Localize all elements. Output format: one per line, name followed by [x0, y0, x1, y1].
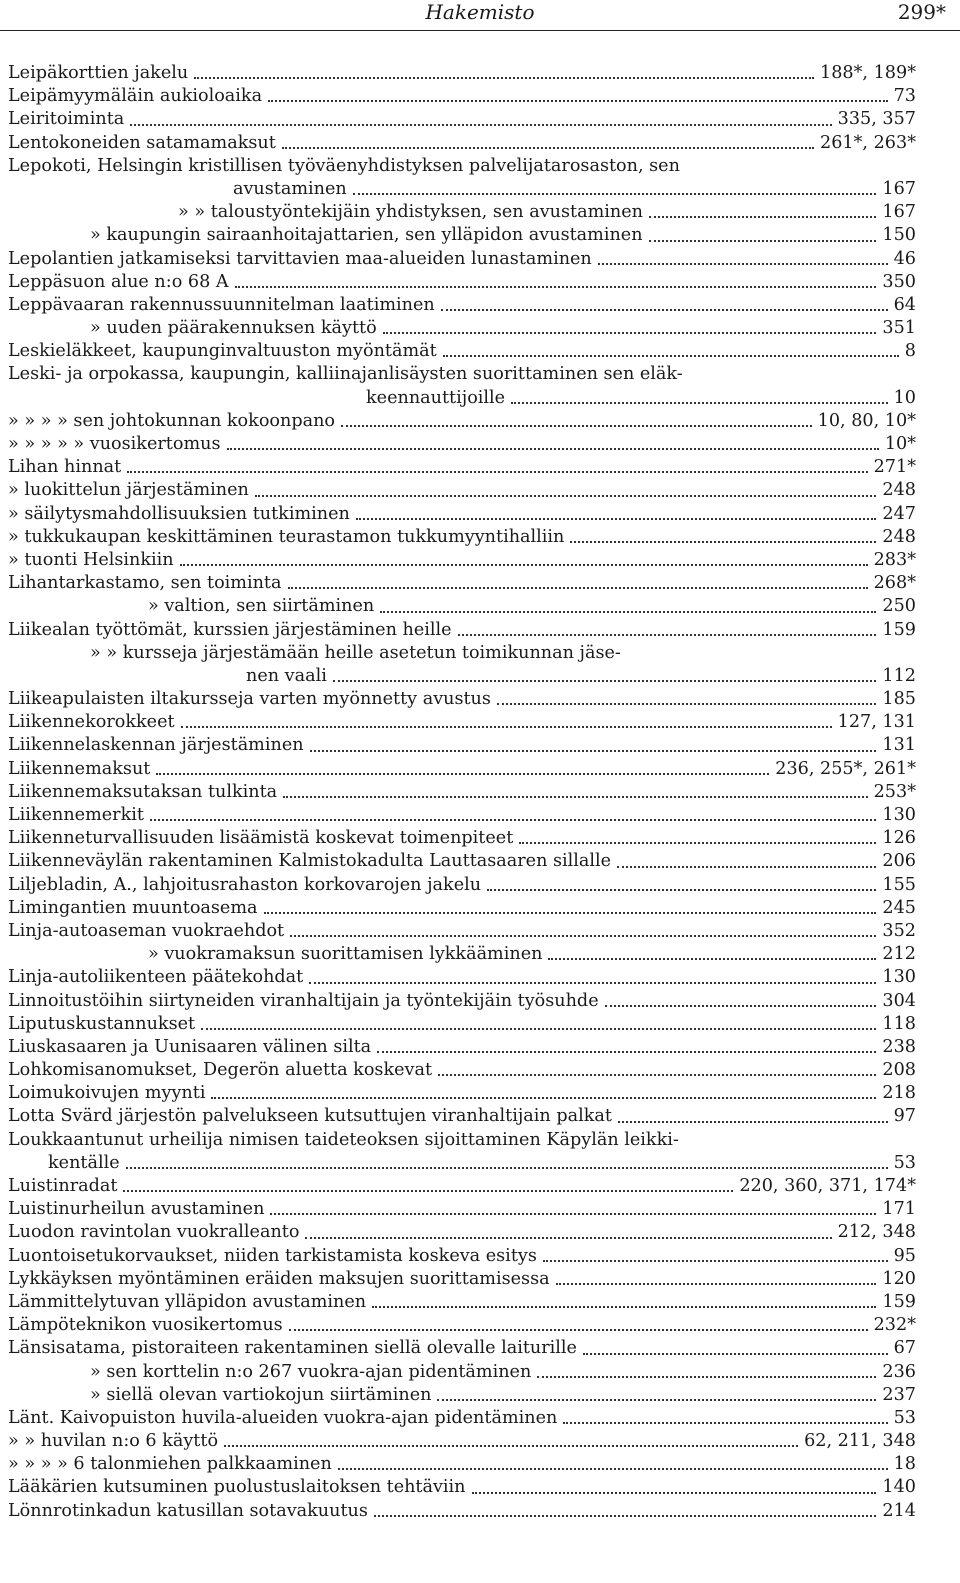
entry-pages: 167: [878, 178, 916, 201]
index-entry: [8, 1384, 916, 1407]
index-entry: [8, 363, 916, 386]
entry-text: nen vaali: [246, 665, 331, 688]
dot-leader: [283, 796, 868, 798]
entry-pages: 10: [890, 387, 916, 410]
dot-leader: [537, 1376, 876, 1378]
entry-text: Leipämyymäläin aukioloaika: [8, 85, 266, 108]
index-entry: [8, 990, 916, 1013]
entry-text: Liikenneväylän rakentaminen Kalmistokadulta Lauttasaaren sillalle: [8, 850, 615, 873]
index-entry: [8, 1105, 916, 1128]
dot-leader: [618, 1121, 888, 1123]
entry-pages: 130: [878, 966, 916, 989]
index-entry: [8, 433, 916, 456]
dot-leader: [290, 935, 876, 937]
entry-pages: 236, 255*, 261*: [771, 758, 916, 781]
entry-pages: 8: [901, 340, 916, 363]
entry-pages: 62, 211, 348: [800, 1430, 916, 1453]
index-entry: [8, 271, 916, 294]
entry-pages: 261*, 263*: [816, 132, 916, 155]
entry-text: Lohkomisanomukset, Degerön aluetta koskevat: [8, 1059, 436, 1082]
index-entry: [8, 1245, 916, 1268]
index-entry: [8, 1082, 916, 1105]
entry-text: Linja-autoaseman vuokraehdot: [8, 920, 288, 943]
index-list: [8, 62, 916, 1523]
dot-leader: [487, 889, 876, 891]
entry-pages: 120: [878, 1268, 916, 1291]
entry-text: Liikennelaskennan järjestäminen: [8, 734, 308, 757]
entry-pages: 10*: [881, 433, 916, 456]
entry-pages: 238: [878, 1036, 916, 1059]
index-entry: [8, 1152, 916, 1175]
entry-text: Leskieläkkeet, kaupunginvaltuuston myöntämät: [8, 340, 441, 363]
entry-pages: 46: [890, 248, 916, 271]
index-entry: [8, 781, 916, 804]
entry-pages: 250: [878, 595, 916, 618]
entry-text: Liputuskustannukset: [8, 1013, 199, 1036]
entry-pages: 268*: [870, 572, 916, 595]
index-entry: [8, 804, 916, 827]
dot-leader: [443, 355, 899, 357]
dot-leader: [224, 1445, 798, 1447]
dot-leader: [511, 402, 888, 404]
dot-leader: [180, 564, 868, 566]
dot-leader: [235, 286, 876, 288]
entry-text: Länt. Kaivopuiston huvila-alueiden vuokra-ajan pidentäminen: [8, 1407, 561, 1430]
page-number: 299*: [897, 0, 946, 24]
index-entry: [8, 711, 916, 734]
dot-leader: [289, 1329, 868, 1331]
entry-text: Lotta Svärd järjestön palvelukseen kutsuttujen viranhaltijain palkat: [8, 1105, 616, 1128]
index-entry: [8, 665, 916, 688]
entry-text: Luistinurheilun avustaminen: [8, 1198, 268, 1221]
entry-text: Lihantarkastamo, sen toiminta: [8, 572, 286, 595]
index-entry: [8, 734, 916, 757]
entry-pages: 248: [878, 479, 916, 502]
entry-text: » kaupungin sairaanhoitajattarien, sen ylläpidon avustaminen: [90, 224, 647, 247]
entry-pages: 304: [878, 990, 916, 1013]
index-entry: [8, 456, 916, 479]
index-entry: [8, 387, 916, 410]
index-entry: [8, 966, 916, 989]
entry-text: Lykkäyksen myöntäminen eräiden maksujen suorittamisessa: [8, 1268, 554, 1291]
entry-text: Luistinradat: [8, 1175, 121, 1198]
dot-leader: [255, 495, 876, 497]
entry-text: Liljebladin, A., lahjoitusrahaston korkovarojen jakelu: [8, 874, 485, 897]
entry-text: Linnoitustöihin siirtyneiden viranhaltijain ja työntekijäin työsuhde: [8, 990, 603, 1013]
index-entry: [8, 1337, 916, 1360]
dot-leader: [605, 1005, 876, 1007]
entry-text: » » kursseja järjestämään heille asetetun toimikunnan jäse-: [90, 642, 625, 665]
entry-pages: 208: [878, 1059, 916, 1082]
index-entry: [8, 201, 916, 224]
dot-leader: [458, 634, 876, 636]
entry-text: » sen korttelin n:o 267 vuokra-ajan pidentäminen: [90, 1361, 535, 1384]
entry-pages: 95: [890, 1245, 916, 1268]
entry-pages: 236: [878, 1361, 916, 1384]
entry-pages: 73: [890, 85, 916, 108]
index-entry: [8, 595, 916, 618]
dot-leader: [649, 216, 876, 218]
entry-text: Loukkaantunut urheilija nimisen taideteoksen sijoittaminen Käpylän leikki-: [8, 1129, 683, 1152]
index-entry: [8, 619, 916, 642]
dot-leader: [309, 982, 876, 984]
entry-pages: 171: [878, 1198, 916, 1221]
entry-pages: 220, 360, 371, 174*: [735, 1175, 916, 1198]
dot-leader: [472, 1492, 876, 1494]
entry-text: Liikennemerkit: [8, 804, 148, 827]
index-entry: [8, 874, 916, 897]
entry-text: » tuonti Helsinkiin: [8, 549, 178, 572]
index-entry: [8, 1361, 916, 1384]
entry-text: » » huvilan n:o 6 käyttö: [8, 1430, 222, 1453]
entry-text: Loimukoivujen myynti: [8, 1082, 209, 1105]
index-entry: [8, 132, 916, 155]
entry-pages: 10, 80, 10*: [814, 410, 916, 433]
entry-text: Lepokoti, Helsingin kristillisen työväenyhdistyksen palvelijatarosaston, sen: [8, 155, 684, 178]
entry-text: Lämmittelytuvan ylläpidon avustaminen: [8, 1291, 370, 1314]
index-entry: [8, 1500, 916, 1523]
index-entry: [8, 897, 916, 920]
entry-text: Luodon ravintolan vuokralleanto: [8, 1221, 303, 1244]
dot-leader: [211, 1097, 876, 1099]
entry-text: Lepolantien jatkamiseksi tarvittavien maa-alueiden lunastaminen: [8, 248, 596, 271]
dot-leader: [543, 1260, 888, 1262]
entry-pages: 350: [878, 271, 916, 294]
dot-leader: [437, 1399, 876, 1401]
index-entry: [8, 1453, 916, 1476]
dot-leader: [288, 587, 868, 589]
dot-leader: [374, 1515, 876, 1517]
dot-leader: [598, 263, 888, 265]
entry-pages: 237: [878, 1384, 916, 1407]
dot-leader: [156, 773, 769, 775]
entry-text: » uuden päärakennuksen käyttö: [90, 317, 381, 340]
dot-leader: [282, 147, 814, 149]
entry-text: keennauttijoille: [366, 387, 509, 410]
entry-text: Liikealan työttömät, kurssien järjestäminen heille: [8, 619, 456, 642]
dot-leader: [126, 1167, 888, 1169]
entry-text: Leppävaaran rakennussuunnitelman laatiminen: [8, 294, 439, 317]
index-entry: [8, 1036, 916, 1059]
entry-text: Lentokoneiden satamamaksut: [8, 132, 280, 155]
dot-leader: [438, 1074, 876, 1076]
entry-text: Limingantien muuntoasema: [8, 897, 262, 920]
index-entry: [8, 224, 916, 247]
index-entry: [8, 62, 916, 85]
entry-pages: 126: [878, 827, 916, 850]
dot-leader: [270, 1213, 876, 1215]
index-entry: [8, 503, 916, 526]
entry-text: » valtion, sen siirtäminen: [148, 595, 378, 618]
index-entry: [8, 1476, 916, 1499]
index-entry: [8, 688, 916, 711]
index-entry: [8, 1198, 916, 1221]
dot-leader: [310, 750, 876, 752]
dot-leader: [519, 842, 876, 844]
dot-leader: [383, 332, 876, 334]
dot-leader: [563, 1422, 888, 1424]
entry-text: Liikeapulaisten iltakursseja varten myönnetty avustus: [8, 688, 495, 711]
entry-text: Leppäsuon alue n:o 68 A: [8, 271, 233, 294]
entry-pages: 218: [878, 1082, 916, 1105]
index-entry: [8, 155, 916, 178]
dot-leader: [264, 912, 876, 914]
index-entry: [8, 1407, 916, 1430]
dot-leader: [341, 425, 812, 427]
index-entry: [8, 294, 916, 317]
entry-text: avustaminen: [233, 178, 351, 201]
index-entry: [8, 178, 916, 201]
index-entry: [8, 549, 916, 572]
entry-pages: 18: [890, 1453, 916, 1476]
entry-pages: 97: [890, 1105, 916, 1128]
index-entry: [8, 1129, 916, 1152]
entry-pages: 167: [878, 201, 916, 224]
index-entry: [8, 943, 916, 966]
dot-leader: [583, 1353, 888, 1355]
entry-text: » luokittelun järjestäminen: [8, 479, 253, 502]
dot-leader: [268, 100, 888, 102]
index-entry: [8, 920, 916, 943]
entry-pages: 159: [878, 619, 916, 642]
index-entry: [8, 1291, 916, 1314]
entry-pages: 140: [878, 1476, 916, 1499]
entry-text: Leiritoiminta: [8, 108, 128, 131]
entry-text: Linja-autoliikenteen päätekohdat: [8, 966, 307, 989]
entry-text: » » taloustyöntekijäin yhdistyksen, sen avustaminen: [178, 201, 647, 224]
dot-leader: [356, 518, 876, 520]
index-entry: [8, 572, 916, 595]
dot-leader: [227, 448, 879, 450]
entry-pages: 155: [878, 874, 916, 897]
index-entry: [8, 85, 916, 108]
entry-pages: 245: [878, 897, 916, 920]
dot-leader: [123, 1190, 733, 1192]
index-entry: [8, 642, 916, 665]
entry-pages: 247: [878, 503, 916, 526]
index-entry: [8, 340, 916, 363]
entry-pages: 118: [878, 1013, 916, 1036]
entry-pages: 112: [878, 665, 916, 688]
entry-pages: 206: [878, 850, 916, 873]
entry-text: Lihan hinnat: [8, 456, 125, 479]
dot-leader: [377, 1051, 876, 1053]
entry-pages: 352: [878, 920, 916, 943]
entry-text: Liikenneturvallisuuden lisäämistä koskevat toimenpiteet: [8, 827, 517, 850]
entry-pages: 127, 131: [834, 711, 916, 734]
index-entry: [8, 1268, 916, 1291]
dot-leader: [556, 1283, 876, 1285]
entry-pages: 159: [878, 1291, 916, 1314]
entry-text: Lönnrotinkadun katusillan sotavakuutus: [8, 1500, 372, 1523]
entry-text: Leipäkorttien jakelu: [8, 62, 192, 85]
entry-pages: 185: [878, 688, 916, 711]
entry-text: Lääkärien kutsuminen puolustuslaitoksen tehtäviin: [8, 1476, 470, 1499]
entry-pages: 335, 357: [834, 108, 916, 131]
index-entry: [8, 526, 916, 549]
dot-leader: [127, 471, 868, 473]
index-entry: [8, 1221, 916, 1244]
entry-text: » » » » sen johtokunnan kokoonpano: [8, 410, 339, 433]
dot-leader: [617, 866, 876, 868]
index-entry: [8, 108, 916, 131]
dot-leader: [305, 1237, 832, 1239]
entry-text: kentälle: [48, 1152, 124, 1175]
dot-leader: [130, 124, 832, 126]
entry-pages: 67: [890, 1337, 916, 1360]
dot-leader: [201, 1028, 876, 1030]
entry-text: » vuokramaksun suorittamisen lykkääminen: [148, 943, 546, 966]
entry-pages: 53: [890, 1152, 916, 1175]
entry-text: Länsisatama, pistoraiteen rakentaminen siellä olevalle laiturille: [8, 1337, 581, 1360]
page-header: [0, 0, 960, 31]
index-entry: [8, 850, 916, 873]
entry-pages: 212: [878, 943, 916, 966]
running-title: Hakemisto: [425, 0, 535, 24]
entry-text: Lämpöteknikon vuosikertomus: [8, 1314, 287, 1337]
entry-text: Leski- ja orpokassa, kaupungin, kalliinajanlisäysten suorittaminen sen eläk-: [8, 363, 687, 386]
index-entry: [8, 248, 916, 271]
index-entry: [8, 1430, 916, 1453]
dot-leader: [181, 726, 832, 728]
entry-text: » » » » 6 talonmiehen palkkaaminen: [8, 1453, 336, 1476]
index-entry: [8, 479, 916, 502]
entry-pages: 150: [878, 224, 916, 247]
entry-text: Liikennekorokkeet: [8, 711, 179, 734]
entry-pages: 283*: [870, 549, 916, 572]
entry-pages: 212, 348: [834, 1221, 916, 1244]
index-entry: [8, 1175, 916, 1198]
entry-pages: 248: [878, 526, 916, 549]
entry-pages: 188*, 189*: [816, 62, 916, 85]
entry-text: » » » » » vuosikertomus: [8, 433, 225, 456]
entry-text: Liikennemaksutaksan tulkinta: [8, 781, 281, 804]
entry-pages: 232*: [870, 1314, 916, 1337]
entry-pages: 351: [878, 317, 916, 340]
entry-text: » tukkukaupan keskittäminen teurastamon tukkumyyntihalliin: [8, 526, 568, 549]
index-entry: [8, 1013, 916, 1036]
index-entry: [8, 1314, 916, 1337]
index-entry: [8, 1059, 916, 1082]
entry-pages: 253*: [870, 781, 916, 804]
dot-leader: [570, 541, 876, 543]
entry-pages: 53: [890, 1407, 916, 1430]
dot-leader: [333, 680, 876, 682]
dot-leader: [649, 240, 876, 242]
dot-leader: [338, 1468, 888, 1470]
dot-leader: [194, 77, 814, 79]
entry-pages: 271*: [870, 456, 916, 479]
dot-leader: [380, 611, 876, 613]
entry-text: Liuskasaaren ja Uunisaaren välinen silta: [8, 1036, 375, 1059]
index-entry: [8, 758, 916, 781]
entry-pages: 64: [890, 294, 916, 317]
index-entry: [8, 317, 916, 340]
entry-text: » säilytysmahdollisuuksien tutkiminen: [8, 503, 354, 526]
dot-leader: [497, 703, 876, 705]
dot-leader: [441, 309, 888, 311]
entry-pages: 214: [878, 1500, 916, 1523]
entry-text: » siellä olevan vartiokojun siirtäminen: [90, 1384, 435, 1407]
index-entry: [8, 410, 916, 433]
dot-leader: [548, 958, 876, 960]
entry-pages: 130: [878, 804, 916, 827]
dot-leader: [372, 1306, 876, 1308]
dot-leader: [353, 193, 876, 195]
entry-pages: 131: [878, 734, 916, 757]
dot-leader: [150, 819, 876, 821]
entry-text: Luontoisetukorvaukset, niiden tarkistamista koskeva esitys: [8, 1245, 541, 1268]
index-entry: [8, 827, 916, 850]
entry-text: Liikennemaksut: [8, 758, 154, 781]
